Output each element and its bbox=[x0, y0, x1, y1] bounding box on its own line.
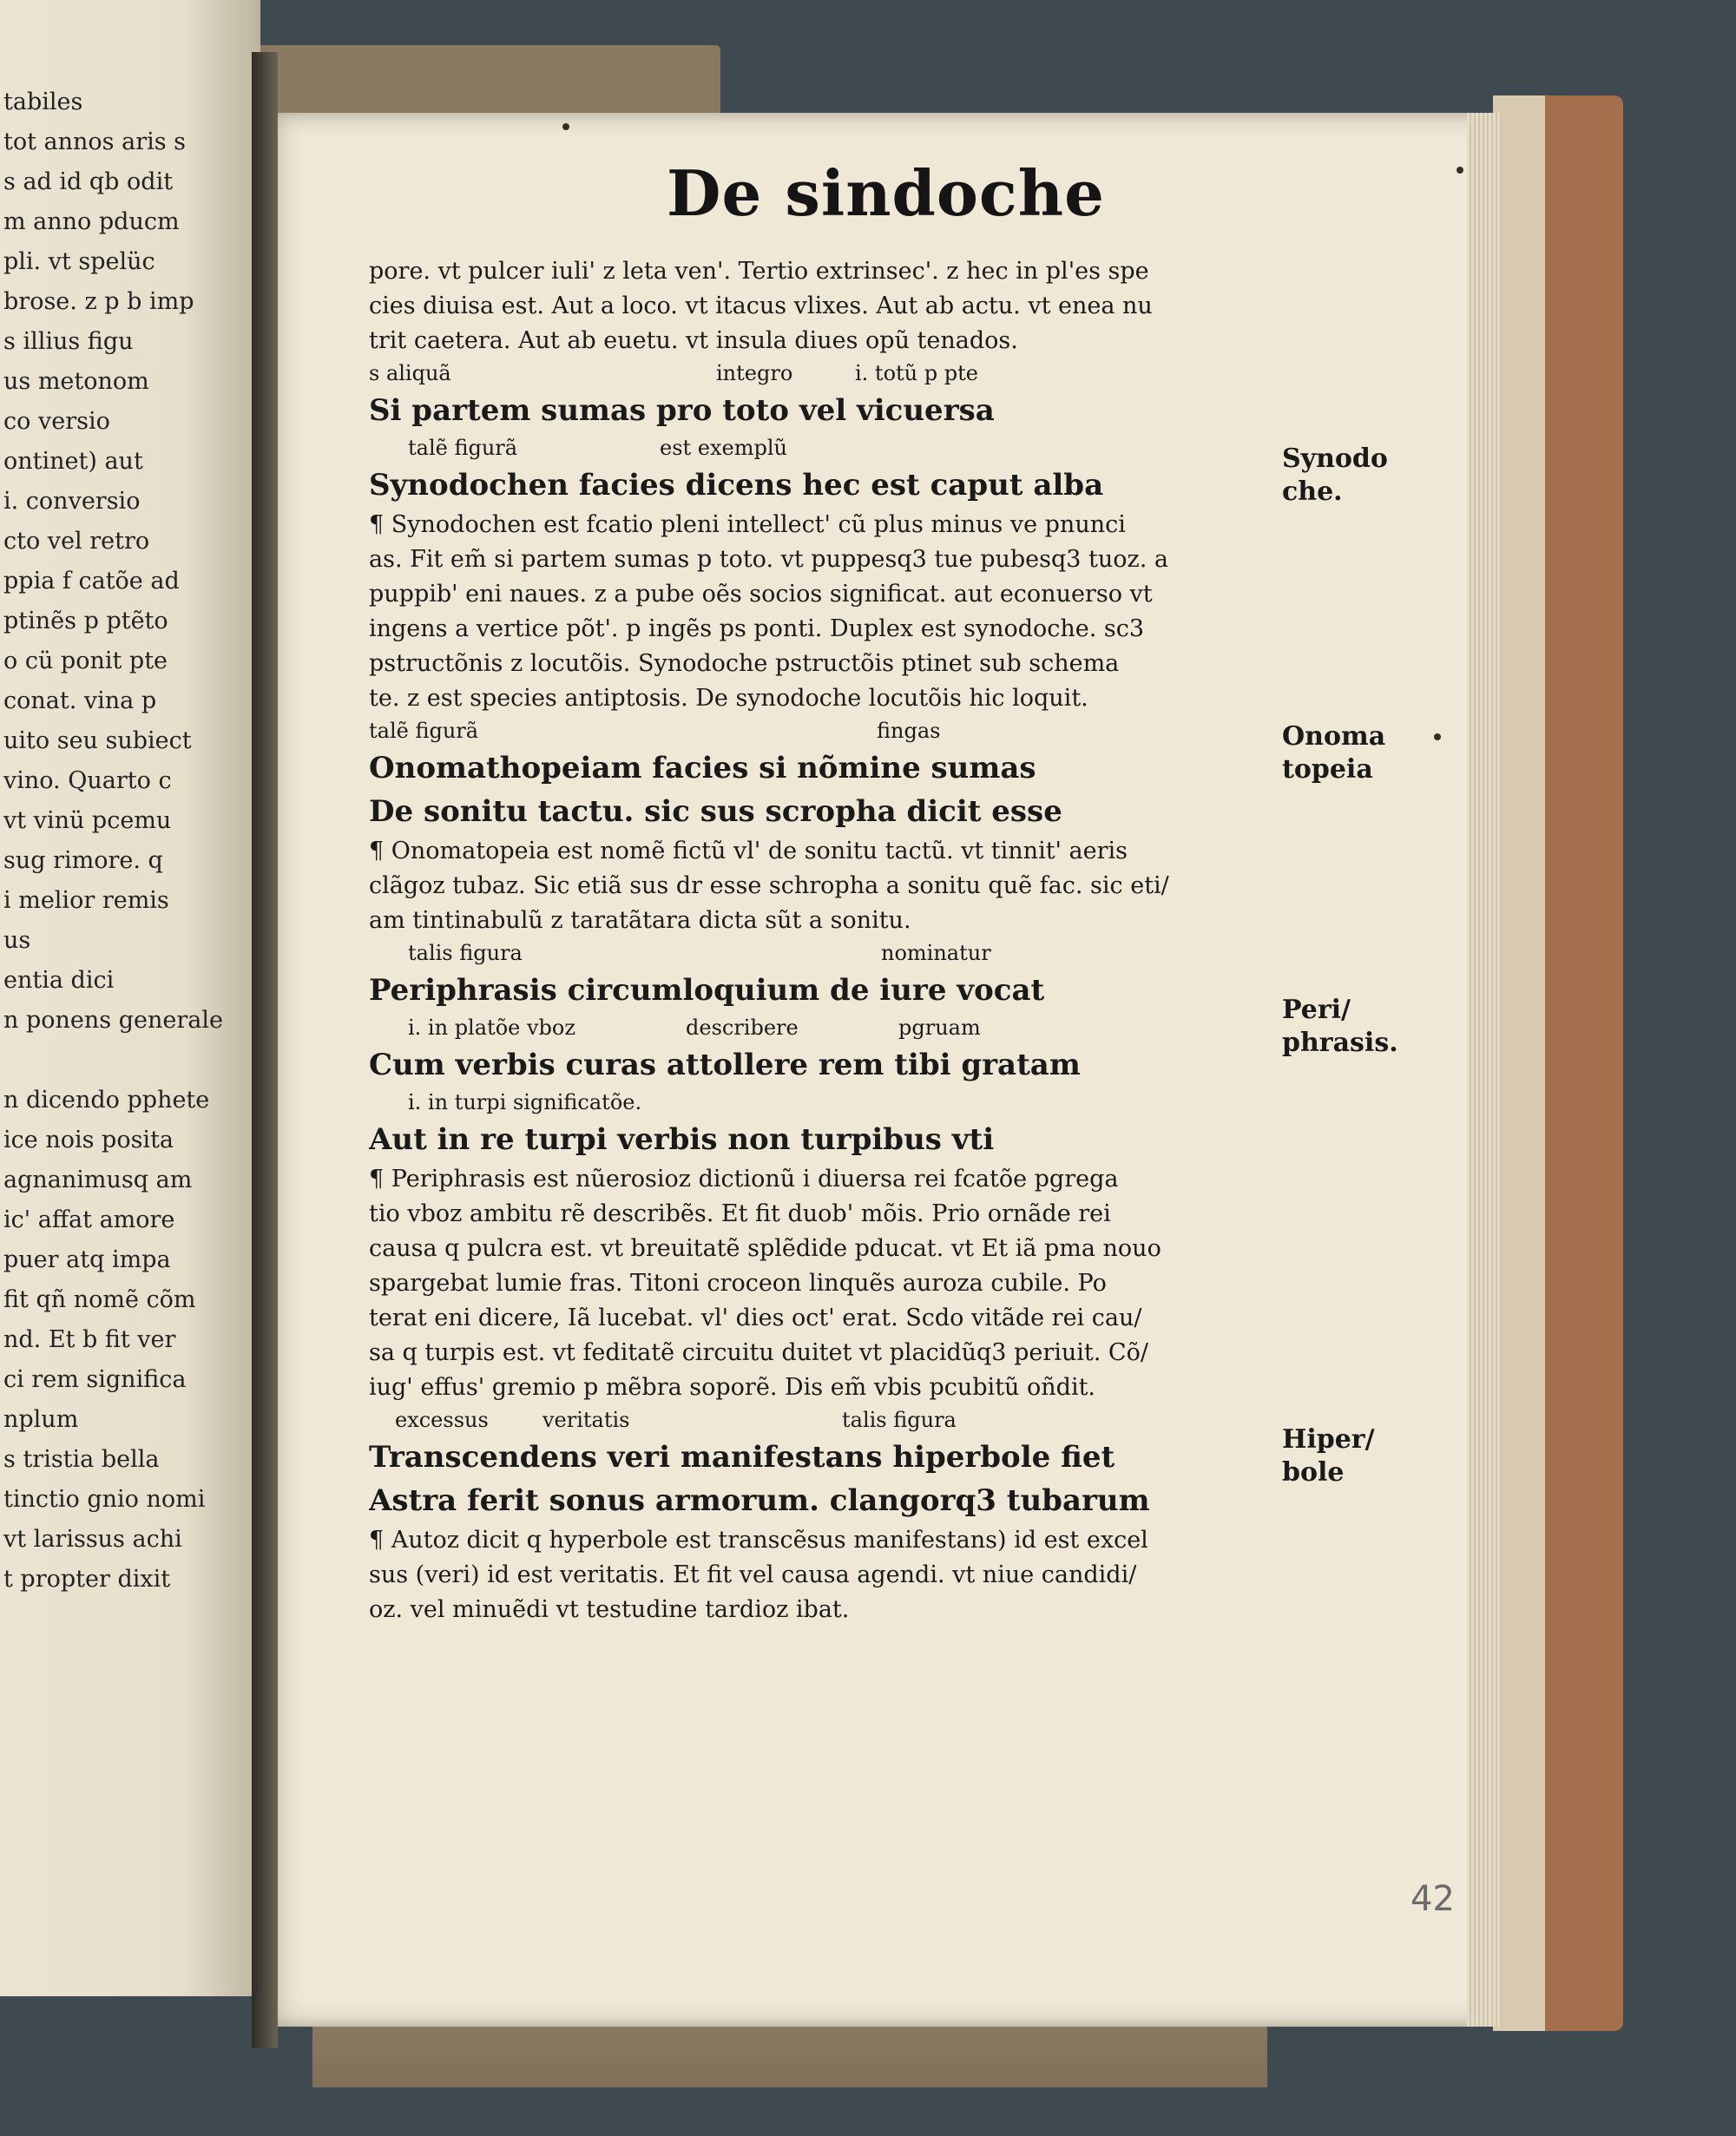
commentary-line: causa q pulcra est. vt breuitatẽ splẽdide pducat. vt Et iã pma nouo bbox=[369, 1235, 1161, 1262]
commentary-line: sus (veri) id est veritatis. Et fit vel causa agendi. vt niue candidi/ bbox=[369, 1561, 1137, 1588]
commentary-line: ¶ Periphrasis est nũerosioz dictionũ i diuersa rei fcatõe pgrega bbox=[369, 1166, 1119, 1193]
commentary-line: oz. vel minuẽdi vt testudine tardioz ibat. bbox=[369, 1596, 850, 1623]
main-text-block bbox=[369, 253, 1419, 1627]
book-cover-board bbox=[1493, 95, 1623, 2031]
gloss-word: describere bbox=[686, 1015, 799, 1040]
left-page-line: s illius figu bbox=[3, 328, 134, 355]
gloss-word: i. totũ p pte bbox=[855, 361, 978, 385]
left-page-line: vt vinü pcemu bbox=[3, 807, 172, 834]
verse-line: Si partem sumas pro toto vel vicuersa bbox=[369, 393, 995, 428]
verse-line: Aut in re turpi verbis non turpibus vti bbox=[369, 1122, 995, 1157]
commentary-line: pstructõnis z locutõis. Synodoche pstructõis ptinet sub schema bbox=[369, 650, 1120, 677]
left-page-line: tot annos aris s bbox=[3, 128, 187, 155]
commentary-line: ¶ Synodochen est fcatio pleni intellect' cũ plus minus ve pnunci bbox=[369, 511, 1126, 538]
interlinear-gloss bbox=[369, 937, 1419, 969]
commentary-line: puppib' eni naues. z a pube oẽs socios significat. aut econuerso vt bbox=[369, 581, 1153, 608]
page-title: De sindoche bbox=[667, 156, 1105, 230]
commentary-line: ingens a vertice põt'. p ingẽs ps ponti. Duplex est synodoche. sc3 bbox=[369, 615, 1145, 642]
margin-note-hiperbole: Hiper/ bole bbox=[1282, 1424, 1375, 1488]
interlinear-gloss bbox=[369, 715, 1419, 746]
left-page-line: entia dici bbox=[3, 967, 115, 994]
gloss-word: s aliquã bbox=[369, 361, 451, 385]
verse-line: Transcendens veri manifestans hiperbole fiet bbox=[369, 1440, 1115, 1475]
commentary-line: terat eni dicere, Iã lucebat. vl' dies oct' erat. Scdo vitãde rei cau/ bbox=[369, 1305, 1142, 1331]
interlinear-gloss bbox=[369, 358, 1419, 389]
commentary-line: spargebat lumie fras. Titoni croceon linquẽs auroza cubile. Po bbox=[369, 1270, 1107, 1297]
left-page-line: fit qñ nomẽ cõm bbox=[3, 1286, 196, 1313]
margin-note-periphrasis: Peri/ phrasis. bbox=[1282, 995, 1398, 1058]
left-page-text bbox=[0, 82, 260, 1600]
wormhole bbox=[1457, 167, 1463, 174]
left-page-line: ontinet) aut bbox=[3, 448, 143, 475]
left-page-line: ppia f catõe ad bbox=[3, 568, 180, 595]
verse-line: Synodochen facies dicens hec est caput alba bbox=[369, 468, 1104, 503]
left-page-line: cto vel retro bbox=[3, 528, 150, 555]
verse-line: Periphrasis circumloquium de iure vocat bbox=[369, 973, 1045, 1008]
left-page-line: ic' affat amore bbox=[3, 1206, 175, 1233]
left-page-line: puer atq impa bbox=[3, 1246, 171, 1273]
commentary-line: te. z est species antiptosis. De synodoche locutõis hic loquit. bbox=[369, 685, 1088, 712]
left-page-line: co versio bbox=[3, 408, 110, 435]
verse-line: De sonitu tactu. sic sus scropha dicit esse bbox=[369, 794, 1062, 829]
spine-shadow bbox=[252, 52, 278, 2048]
gloss-word: talis figura bbox=[408, 941, 523, 965]
interlinear-gloss bbox=[369, 1087, 1419, 1118]
left-page-line: t propter dixit bbox=[3, 1566, 171, 1593]
gloss-word: talẽ figurã bbox=[408, 436, 518, 460]
gloss-word: veritatis bbox=[542, 1408, 630, 1432]
left-page-line: i melior remis bbox=[3, 887, 169, 914]
left-page-line: brose. z p b imp bbox=[3, 288, 194, 315]
commentary-line: iug' effus' gremio p mẽbra soporẽ. Dis em̃ vbis pcubitũ oñdit. bbox=[369, 1374, 1096, 1401]
interlinear-gloss bbox=[369, 1012, 1419, 1043]
verse-line: Astra ferit sonus armorum. clangorq3 tubarum bbox=[369, 1483, 1150, 1518]
left-page-line: ice nois posita bbox=[3, 1127, 174, 1153]
right-page bbox=[260, 113, 1502, 2027]
commentary-line: cies diuisa est. Aut a loco. vt itacus vlixes. Aut ab actu. vt enea nu bbox=[369, 292, 1153, 319]
commentary-line: ¶ Onomatopeia est nomẽ fictũ vl' de sonitu tactũ. vt tinnit' aeris bbox=[369, 838, 1128, 864]
left-page-line: s ad id qb odit bbox=[3, 168, 174, 195]
left-page-line: us bbox=[3, 927, 31, 954]
commentary-line: trit caetera. Aut ab euetu. vt insula diues opũ tenados. bbox=[369, 327, 1018, 354]
commentary-line: tio vboz ambitu rẽ describẽs. Et fit duob' mõis. Prio ornãde rei bbox=[369, 1200, 1111, 1227]
left-page-line: vt larissus achi bbox=[3, 1526, 182, 1553]
commentary-line: am tintinabulũ z taratãtara dicta sũt a sonitu. bbox=[369, 907, 911, 934]
gloss-word: talis figura bbox=[842, 1408, 957, 1432]
left-page-line: o cü ponit pte bbox=[3, 647, 168, 674]
wormhole bbox=[562, 123, 569, 130]
left-page-line: conat. vina p bbox=[3, 687, 157, 714]
folio-number: 42 bbox=[1410, 1879, 1455, 1919]
commentary-line: sa q turpis est. vt feditatẽ circuitu duitet vt placidũq3 periuit. Cõ/ bbox=[369, 1339, 1148, 1366]
verse-line: Onomathopeiam facies si nõmine sumas bbox=[369, 751, 1036, 785]
commentary-line: ¶ Autoz dicit q hyperbole est transcẽsus manifestans) id est excel bbox=[369, 1527, 1148, 1554]
left-page-line: sug rimore. q bbox=[3, 847, 163, 874]
interlinear-gloss bbox=[369, 432, 1419, 463]
gloss-word: pgruam bbox=[898, 1015, 981, 1040]
left-page-line: n dicendo pphete bbox=[3, 1087, 210, 1114]
left-page-line: ptinẽs p ptẽto bbox=[3, 608, 168, 634]
left-page-line: m anno pducm bbox=[3, 208, 180, 235]
left-page-line: n ponens generale bbox=[3, 1007, 223, 1034]
left-page-line: tinctio gnio nomi bbox=[3, 1486, 206, 1513]
interlinear-gloss bbox=[369, 1404, 1419, 1436]
left-page-line: uito seu subiect bbox=[3, 727, 192, 754]
left-page-line: ci rem significa bbox=[3, 1366, 187, 1393]
left-page-line: pli. vt spelüc bbox=[3, 248, 155, 275]
gloss-word: i. in turpi significatõe. bbox=[408, 1090, 642, 1114]
gloss-word: excessus bbox=[395, 1408, 489, 1432]
left-page-line: nd. Et b fit ver bbox=[3, 1326, 176, 1353]
left-page-line: nplum bbox=[3, 1406, 79, 1433]
left-page-line: tabiles bbox=[3, 89, 83, 115]
left-page bbox=[0, 0, 260, 1996]
left-page-line: agnanimusq am bbox=[3, 1167, 193, 1193]
gloss-word: est exemplũ bbox=[660, 436, 787, 460]
verse-line: Cum verbis curas attollere rem tibi gratam bbox=[369, 1048, 1081, 1082]
gloss-word: nominatur bbox=[881, 941, 991, 965]
left-page-line: i. conversio bbox=[3, 488, 141, 515]
left-page-line: us metonom bbox=[3, 368, 149, 395]
gloss-word: fingas bbox=[877, 719, 941, 743]
gloss-word: i. in platõe vboz bbox=[408, 1015, 575, 1040]
gloss-word: talẽ figurã bbox=[369, 719, 479, 743]
commentary-line: clãgoz tubaz. Sic etiã sus dr esse schropha a sonitu quẽ fac. sic eti/ bbox=[369, 872, 1169, 899]
commentary-line: as. Fit em̃ si partem sumas p toto. vt puppesq3 tue pubesq3 tuoz. a bbox=[369, 546, 1169, 573]
commentary-line: pore. vt pulcer iuli' z leta ven'. Tertio extrinsec'. z hec in pl'es spe bbox=[369, 258, 1149, 285]
page-edges bbox=[1467, 113, 1502, 2027]
left-page-line: s tristia bella bbox=[3, 1446, 160, 1473]
wormhole bbox=[1434, 733, 1441, 740]
left-page-line bbox=[0, 1041, 260, 1081]
margin-note-synodoche: Synodo che. bbox=[1282, 444, 1388, 507]
gloss-word: integro bbox=[716, 361, 793, 385]
margin-note-onomatopeia: Onoma topeia bbox=[1282, 721, 1386, 785]
left-page-line: vino. Quarto c bbox=[3, 767, 172, 794]
